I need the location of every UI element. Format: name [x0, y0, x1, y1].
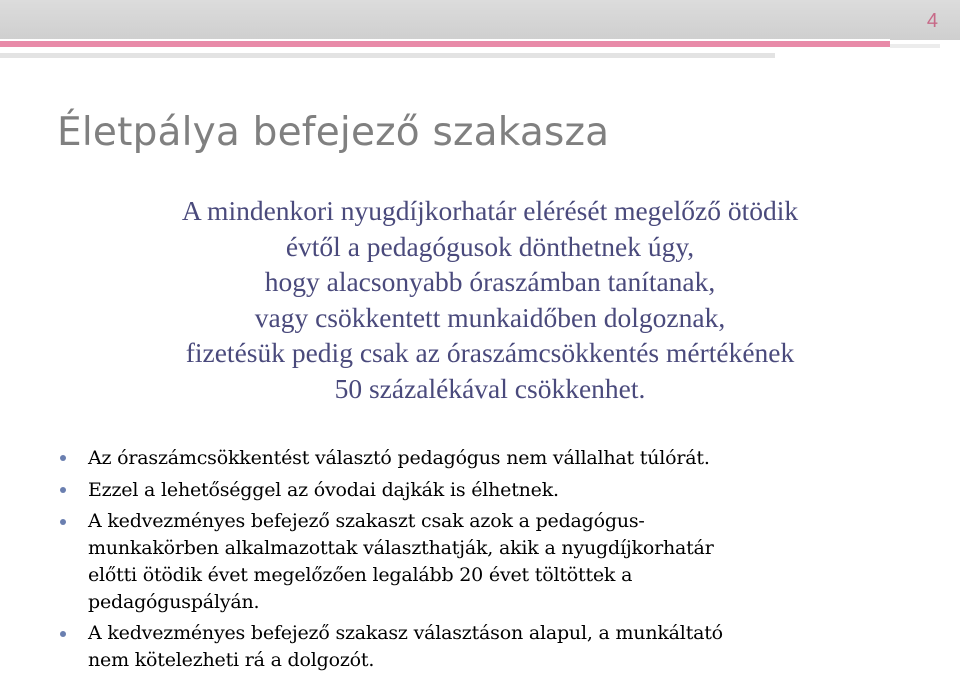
bullet-text-line: előtti ötödik évet megelőzően legalább 20 évet töltöttek a: [88, 564, 633, 586]
intro-line: A mindenkori nyugdíjkorhatár elérését megelőző ötödik: [181, 195, 799, 226]
intro-line: fizetésük pedig csak az óraszámcsökkentés mértékének: [185, 337, 795, 368]
bullet-text-line: Ezzel a lehetőséggel az óvodai dajkák is élhetnek.: [88, 479, 559, 501]
bullet-text-line: A kedvezményes befejező szakasz választáson alapul, a munkáltató: [88, 622, 723, 644]
bullet-item: [58, 508, 938, 616]
intro-paragraph: [60, 193, 920, 406]
intro-line: évtől a pedagógusok dönthetnek úgy,: [285, 230, 695, 262]
header-bar: [0, 0, 960, 40]
bullet-text-line: pedagóguspályán.: [88, 591, 260, 613]
bullet-item: [58, 620, 938, 674]
slide-title: Életpálya befejező szakasza: [57, 110, 610, 155]
bullet-list: [58, 444, 938, 674]
bullet-item: [58, 444, 938, 472]
intro-line: hogy alacsonyabb óraszámban tanítanak,: [264, 266, 716, 297]
bullet-text-line: A kedvezményes befejező szakaszt csak azok a pedagógus-: [88, 510, 645, 532]
bullet-text-line: Az óraszámcsökkentést választó pedagógus nem vállalhat túlórát.: [88, 447, 710, 469]
bullet-item: [58, 476, 938, 504]
header-accent-line: [0, 39, 890, 49]
header-lower-strip: [0, 53, 775, 58]
page-number: 4: [926, 10, 938, 32]
intro-line: vagy csökkentett munkaidőben dolgoznak,: [254, 301, 726, 333]
bullet-text-line: nem kötelezheti rá a dolgozót.: [88, 649, 375, 671]
bullet-text-line: munkakörben alkalmazottak választhatják, akik a nyugdíjkorhatár: [88, 537, 714, 559]
intro-line: 50 százalékával csökkenhet.: [334, 372, 646, 404]
